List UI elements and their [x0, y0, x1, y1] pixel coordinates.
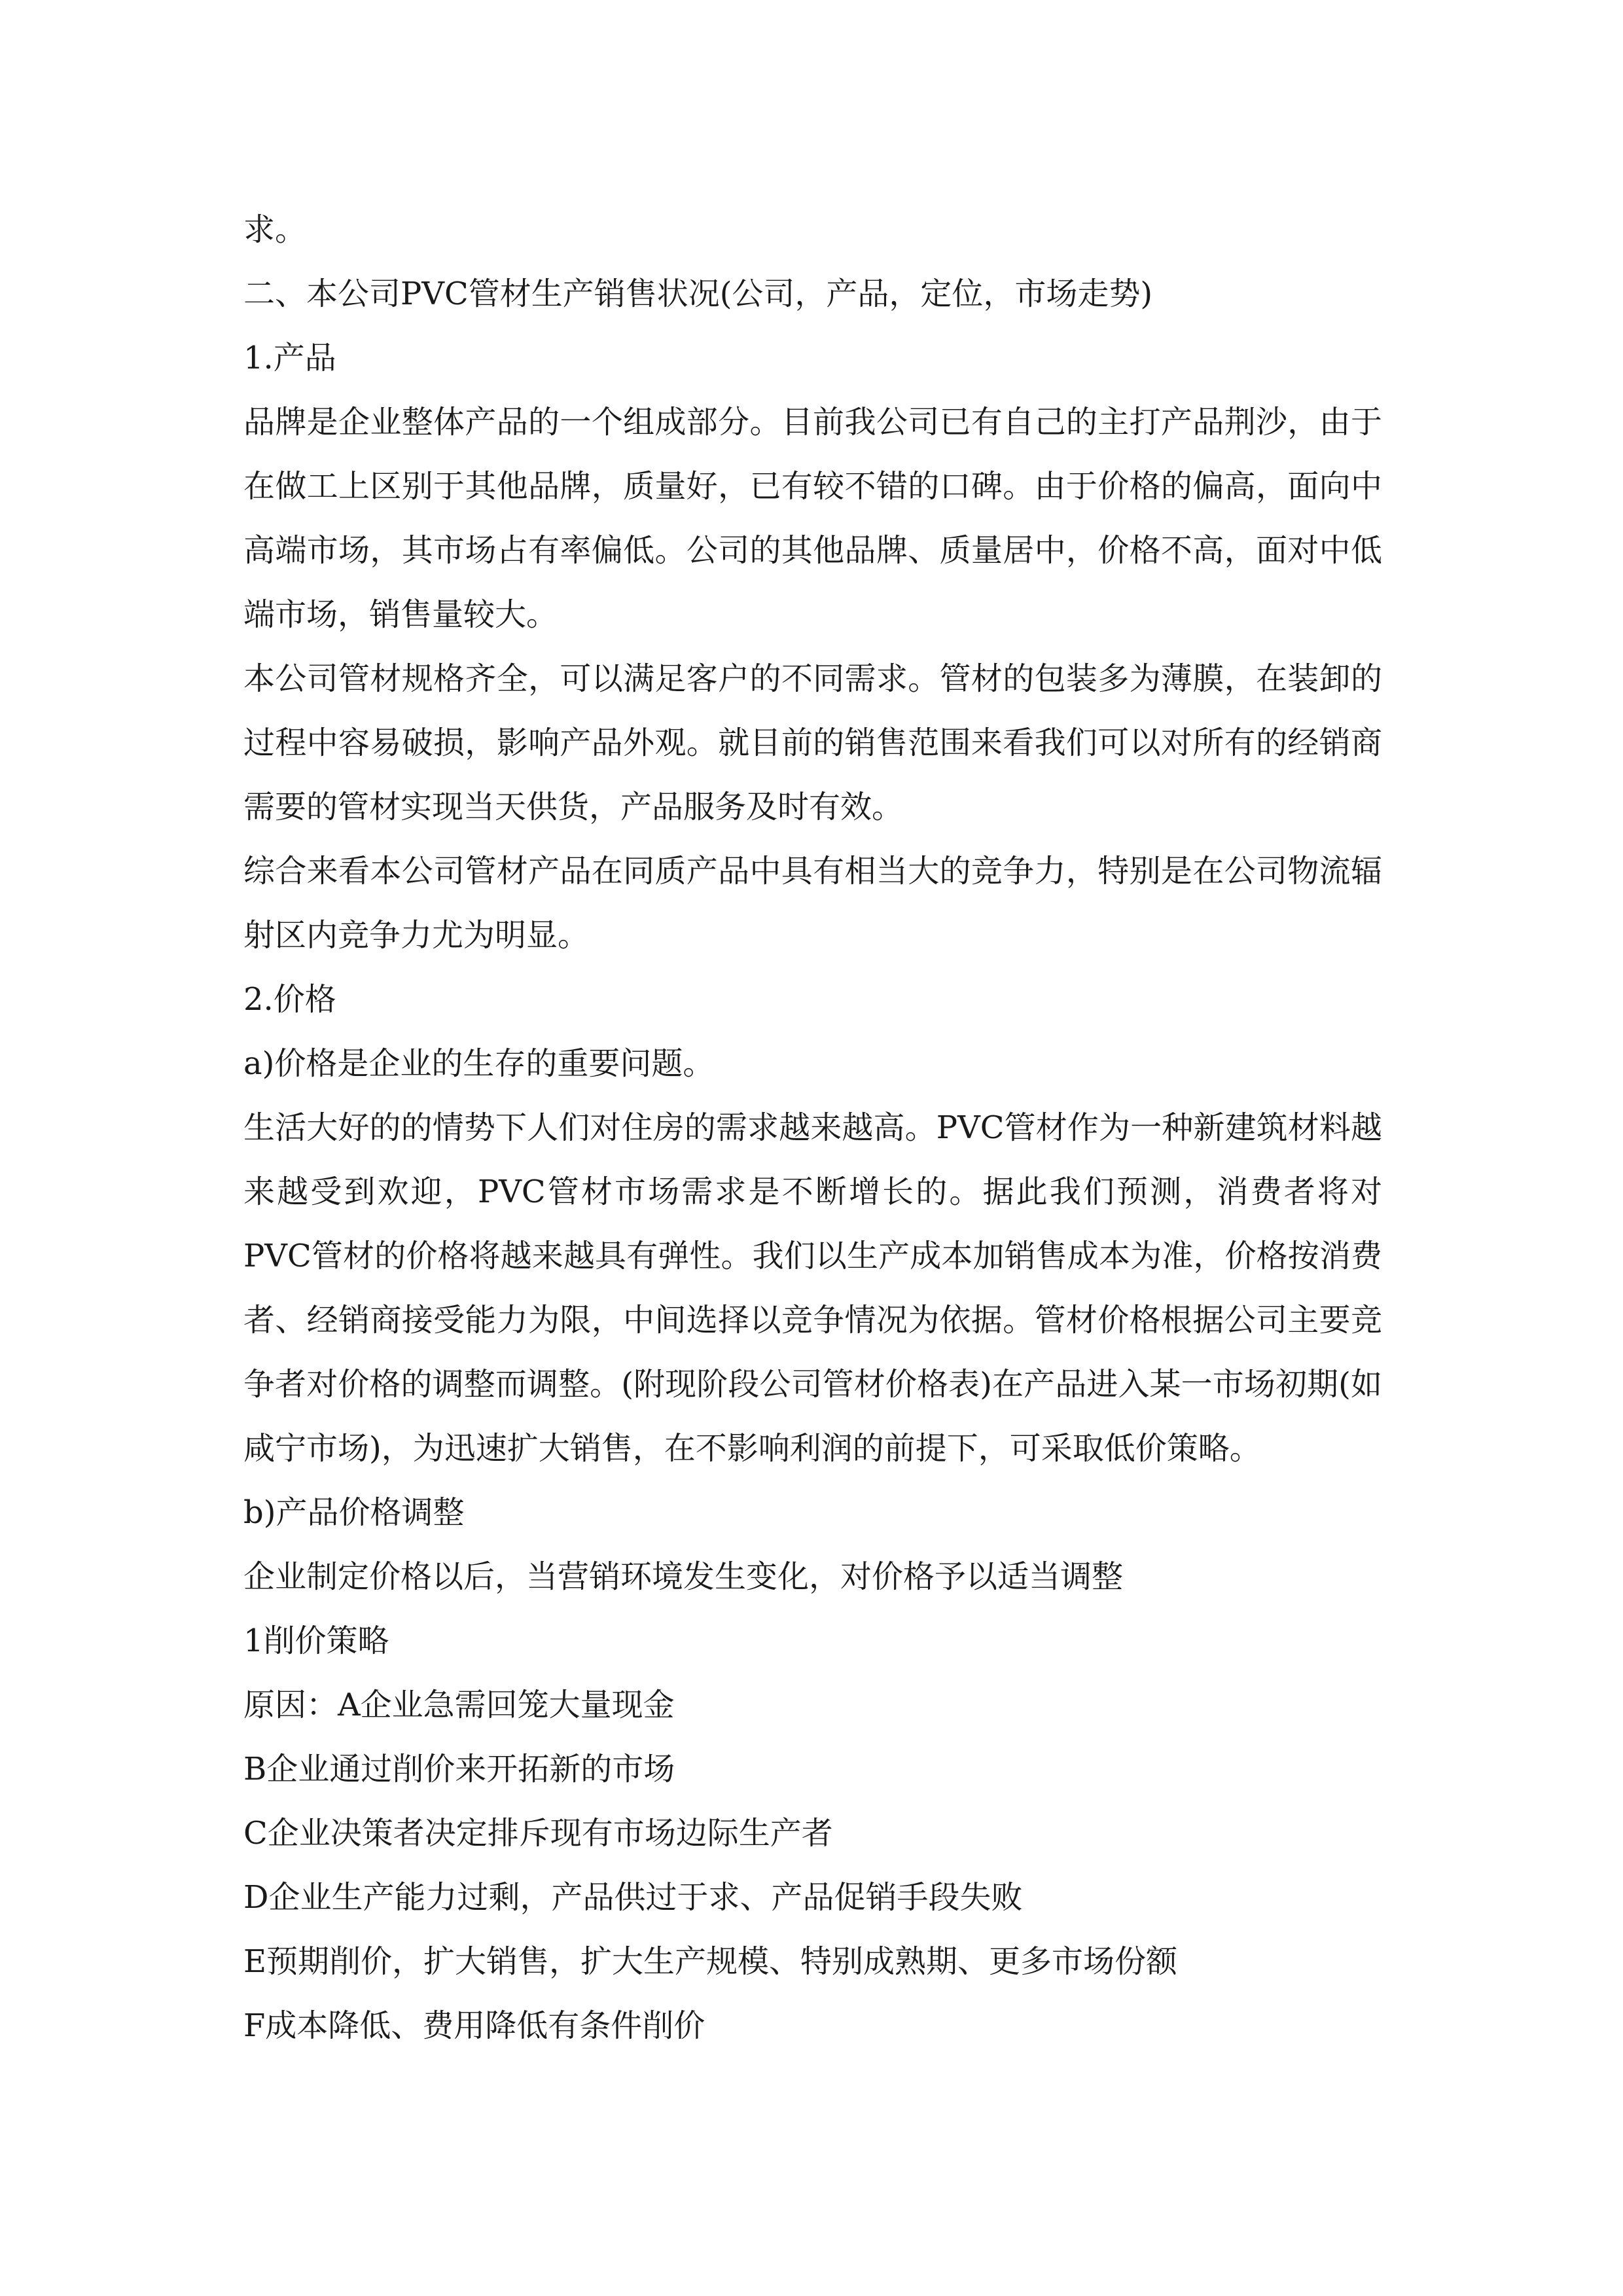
paragraph: 求。 [243, 211, 307, 248]
list-heading: 1削价策略 [243, 1623, 389, 1659]
list-item: B企业通过削价来开拓新的市场 [243, 1751, 675, 1787]
paragraph: b)产品价格调整 [243, 1494, 465, 1531]
list-item: C企业决策者决定排斥现有市场边际生产者 [243, 1815, 833, 1852]
document-body [243, 198, 1382, 2058]
paragraph: 生活大好的的情势下人们对住房的需求越来越高。PVC管材作为一种新建筑材料越来越受到欢迎，PVC管材市场需求是不断增长的。据此我们预测，消费者将对PVC管材的价格将越来越具有弹性。我们以生产成本加销售成本为准，价格按消费者、经销商接受能力为限，中间选择以竞争情况为依据。管材价格根据公司主要竞争者对价格的调整而调整。(附现阶段公司管材价格表)在产品进入某一市场初期(如咸宁市场)，为迅速扩大销售，在不影响利润的前提下，可采取低价策略。 [243, 1109, 1382, 1467]
subsection-heading: 2.价格 [243, 981, 336, 1018]
paragraph: 品牌是企业整体产品的一个组成部分。目前我公司已有自己的主打产品荆沙，由于在做工上区别于其他品牌，质量好，已有较不错的口碑。由于价格的偏高，面向中高端市场，其市场占有率偏低。公司的其他品牌、质量居中，价格不高，面对中低端市场，销售量较大。 [243, 404, 1382, 633]
list-item: E预期削价，扩大销售，扩大生产规模、特别成熟期、更多市场份额 [243, 1943, 1178, 1980]
subsection-heading: 1.产品 [243, 340, 336, 376]
paragraph: 本公司管材规格齐全，可以满足客户的不同需求。管材的包装多为薄膜，在装卸的过程中容易破损，影响产品外观。就目前的销售范围来看我们可以对所有的经销商需要的管材实现当天供货，产品服务及时有效。 [243, 660, 1382, 825]
list-item: 原因：A企业急需回笼大量现金 [243, 1687, 675, 1723]
list-item: D企业生产能力过剩，产品供过于求、产品促销手段失败 [243, 1879, 1023, 1916]
list-item: F成本降低、费用降低有条件削价 [243, 2007, 705, 2044]
paragraph: 企业制定价格以后，当营销环境发生变化，对价格予以适当调整 [243, 1558, 1124, 1595]
section-heading: 二、本公司PVC管材生产销售状况(公司，产品，定位，市场走势) [243, 276, 1153, 312]
paragraph: 综合来看本公司管材产品在同质产品中具有相当大的竞争力，特别是在公司物流辐射区内竞争力尤为明显。 [243, 853, 1382, 954]
paragraph: a)价格是企业的生存的重要问题。 [243, 1045, 715, 1082]
